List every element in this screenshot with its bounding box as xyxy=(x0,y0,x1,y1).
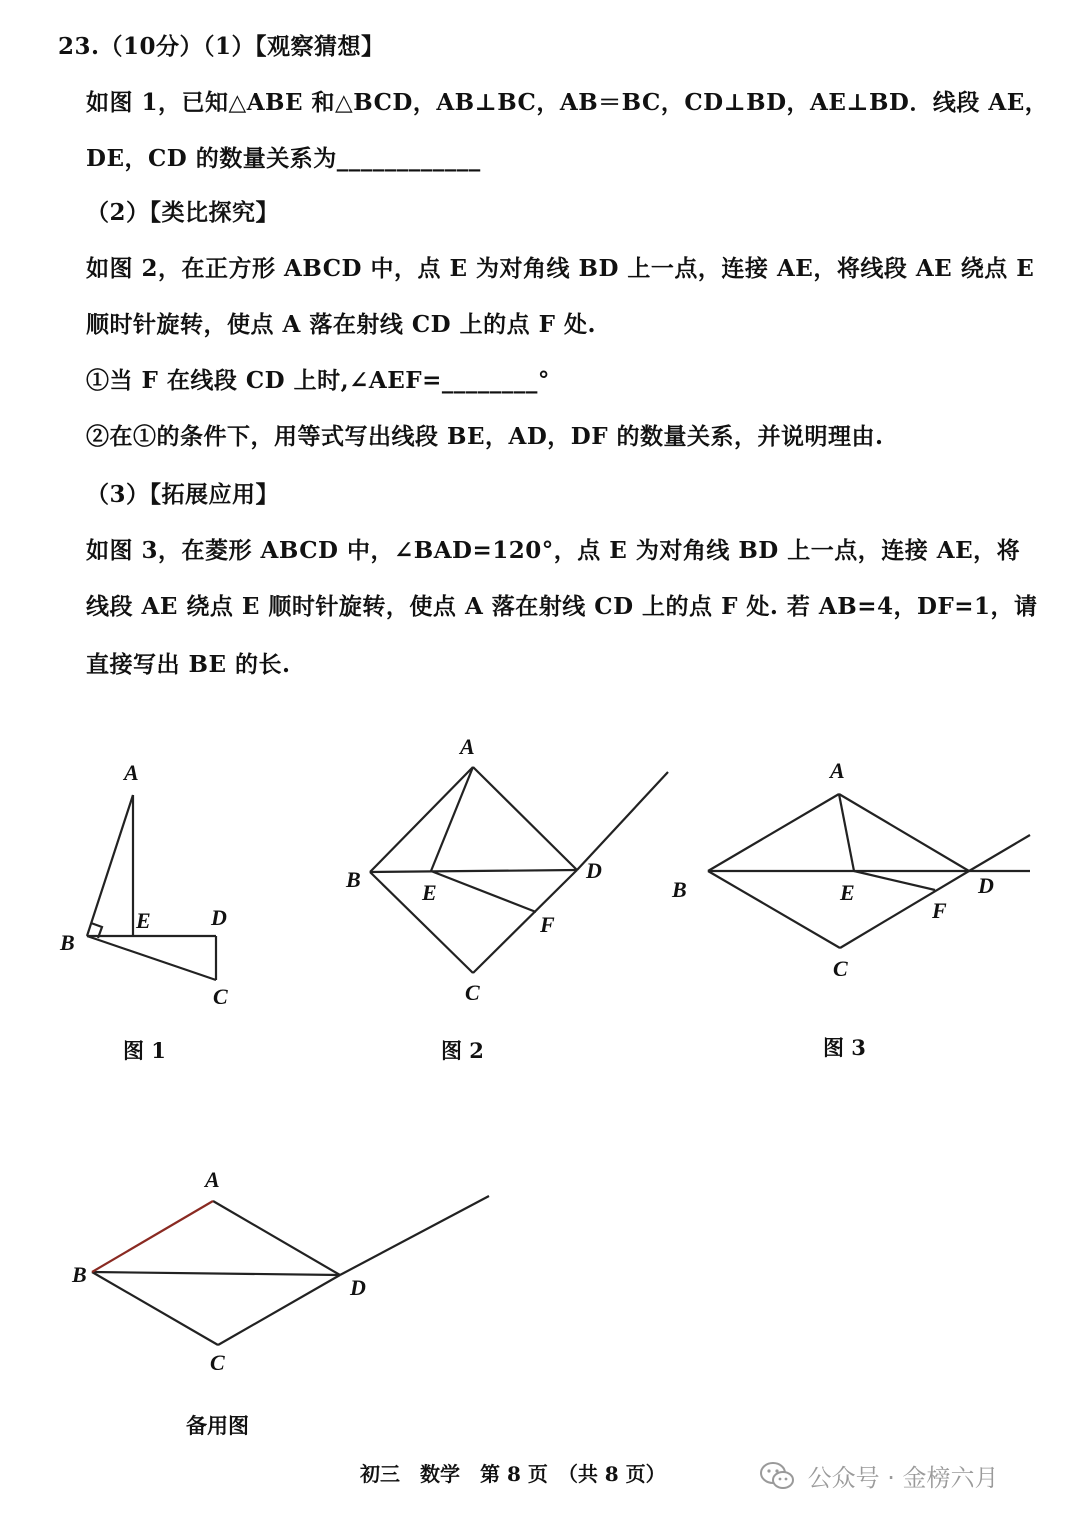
watermark-text: 公众号 · 金榜六月 xyxy=(807,1464,999,1492)
fig2-label-f: F xyxy=(540,912,555,937)
fig3-label-c: C xyxy=(833,956,848,981)
fig2-label-a: A xyxy=(460,734,475,759)
part2-title: （2）【类比探究】 xyxy=(86,199,280,226)
fig1-label-e: E xyxy=(136,908,151,933)
figure-1-caption: 图 1 xyxy=(123,1038,166,1063)
fig2-label-e: E xyxy=(422,880,437,905)
fig3-label-a: A xyxy=(830,758,845,783)
part2-question2: ②在①的条件下，用等式写出线段 BE，AD，DF 的数量关系，并说明理由. xyxy=(86,423,884,450)
fig3-label-b: B xyxy=(672,877,687,902)
fig3-label-d: D xyxy=(978,873,994,898)
figure-1 xyxy=(0,740,260,1040)
part3-line3: 直接写出 BE 的长. xyxy=(86,651,291,678)
part1-line2: DE，CD 的数量关系为____________ xyxy=(86,145,481,172)
part2-line1: 如图 2，在正方形 ABCD 中，点 E 为对角线 BD 上一点，连接 AE，将线段 AE 绕点 E xyxy=(86,255,1035,282)
page-footer: 初三 数学 第 8 页 （共 8 页） xyxy=(360,1462,666,1486)
fig1-label-b: B xyxy=(60,930,75,955)
fig3-label-f: F xyxy=(932,898,947,923)
watermark xyxy=(760,1458,999,1497)
fig1-label-c: C xyxy=(213,984,228,1009)
fig2-label-d: D xyxy=(586,858,602,883)
figure-spare-caption: 备用图 xyxy=(186,1413,249,1438)
fig4-label-d: D xyxy=(350,1275,366,1300)
part1-line1: 如图 1，已知△ABE 和△BCD，AB⊥BC，AB＝BC，CD⊥BD，AE⊥BD．线段 AE， xyxy=(86,89,1049,116)
fig2-label-b: B xyxy=(346,867,361,892)
wechat-icon xyxy=(760,1461,794,1497)
fig4-label-a: A xyxy=(205,1167,220,1192)
fig4-label-b: B xyxy=(72,1262,87,1287)
question-header: 23.（10分）（1）【观察猜想】 xyxy=(58,33,385,60)
fig1-label-d: D xyxy=(211,905,227,930)
figure-2-caption: 图 2 xyxy=(441,1038,484,1063)
figure-3 xyxy=(660,740,1060,1000)
fig1-label-a: A xyxy=(124,760,139,785)
part3-line2: 线段 AE 绕点 E 顺时针旋转，使点 A 落在射线 CD 上的点 F 处. 若 AB=4，DF=1，请 xyxy=(86,593,1038,620)
part2-line2: 顺时针旋转，使点 A 落在射线 CD 上的点 F 处. xyxy=(86,311,596,338)
figure-spare xyxy=(40,1160,510,1380)
part3-line1: 如图 3，在菱形 ABCD 中，∠BAD=120°，点 E 为对角线 BD 上一点，连接 AE，将 xyxy=(86,537,1021,564)
figure-3-caption: 图 3 xyxy=(823,1035,866,1060)
part3-title: （3）【拓展应用】 xyxy=(86,481,280,508)
fig4-label-c: C xyxy=(210,1350,225,1375)
fig2-label-c: C xyxy=(465,980,480,1005)
fig3-label-e: E xyxy=(840,880,855,905)
part2-question1: ①当 F 在线段 CD 上时,∠AEF=________° xyxy=(86,367,550,394)
figure-2 xyxy=(330,730,690,1030)
